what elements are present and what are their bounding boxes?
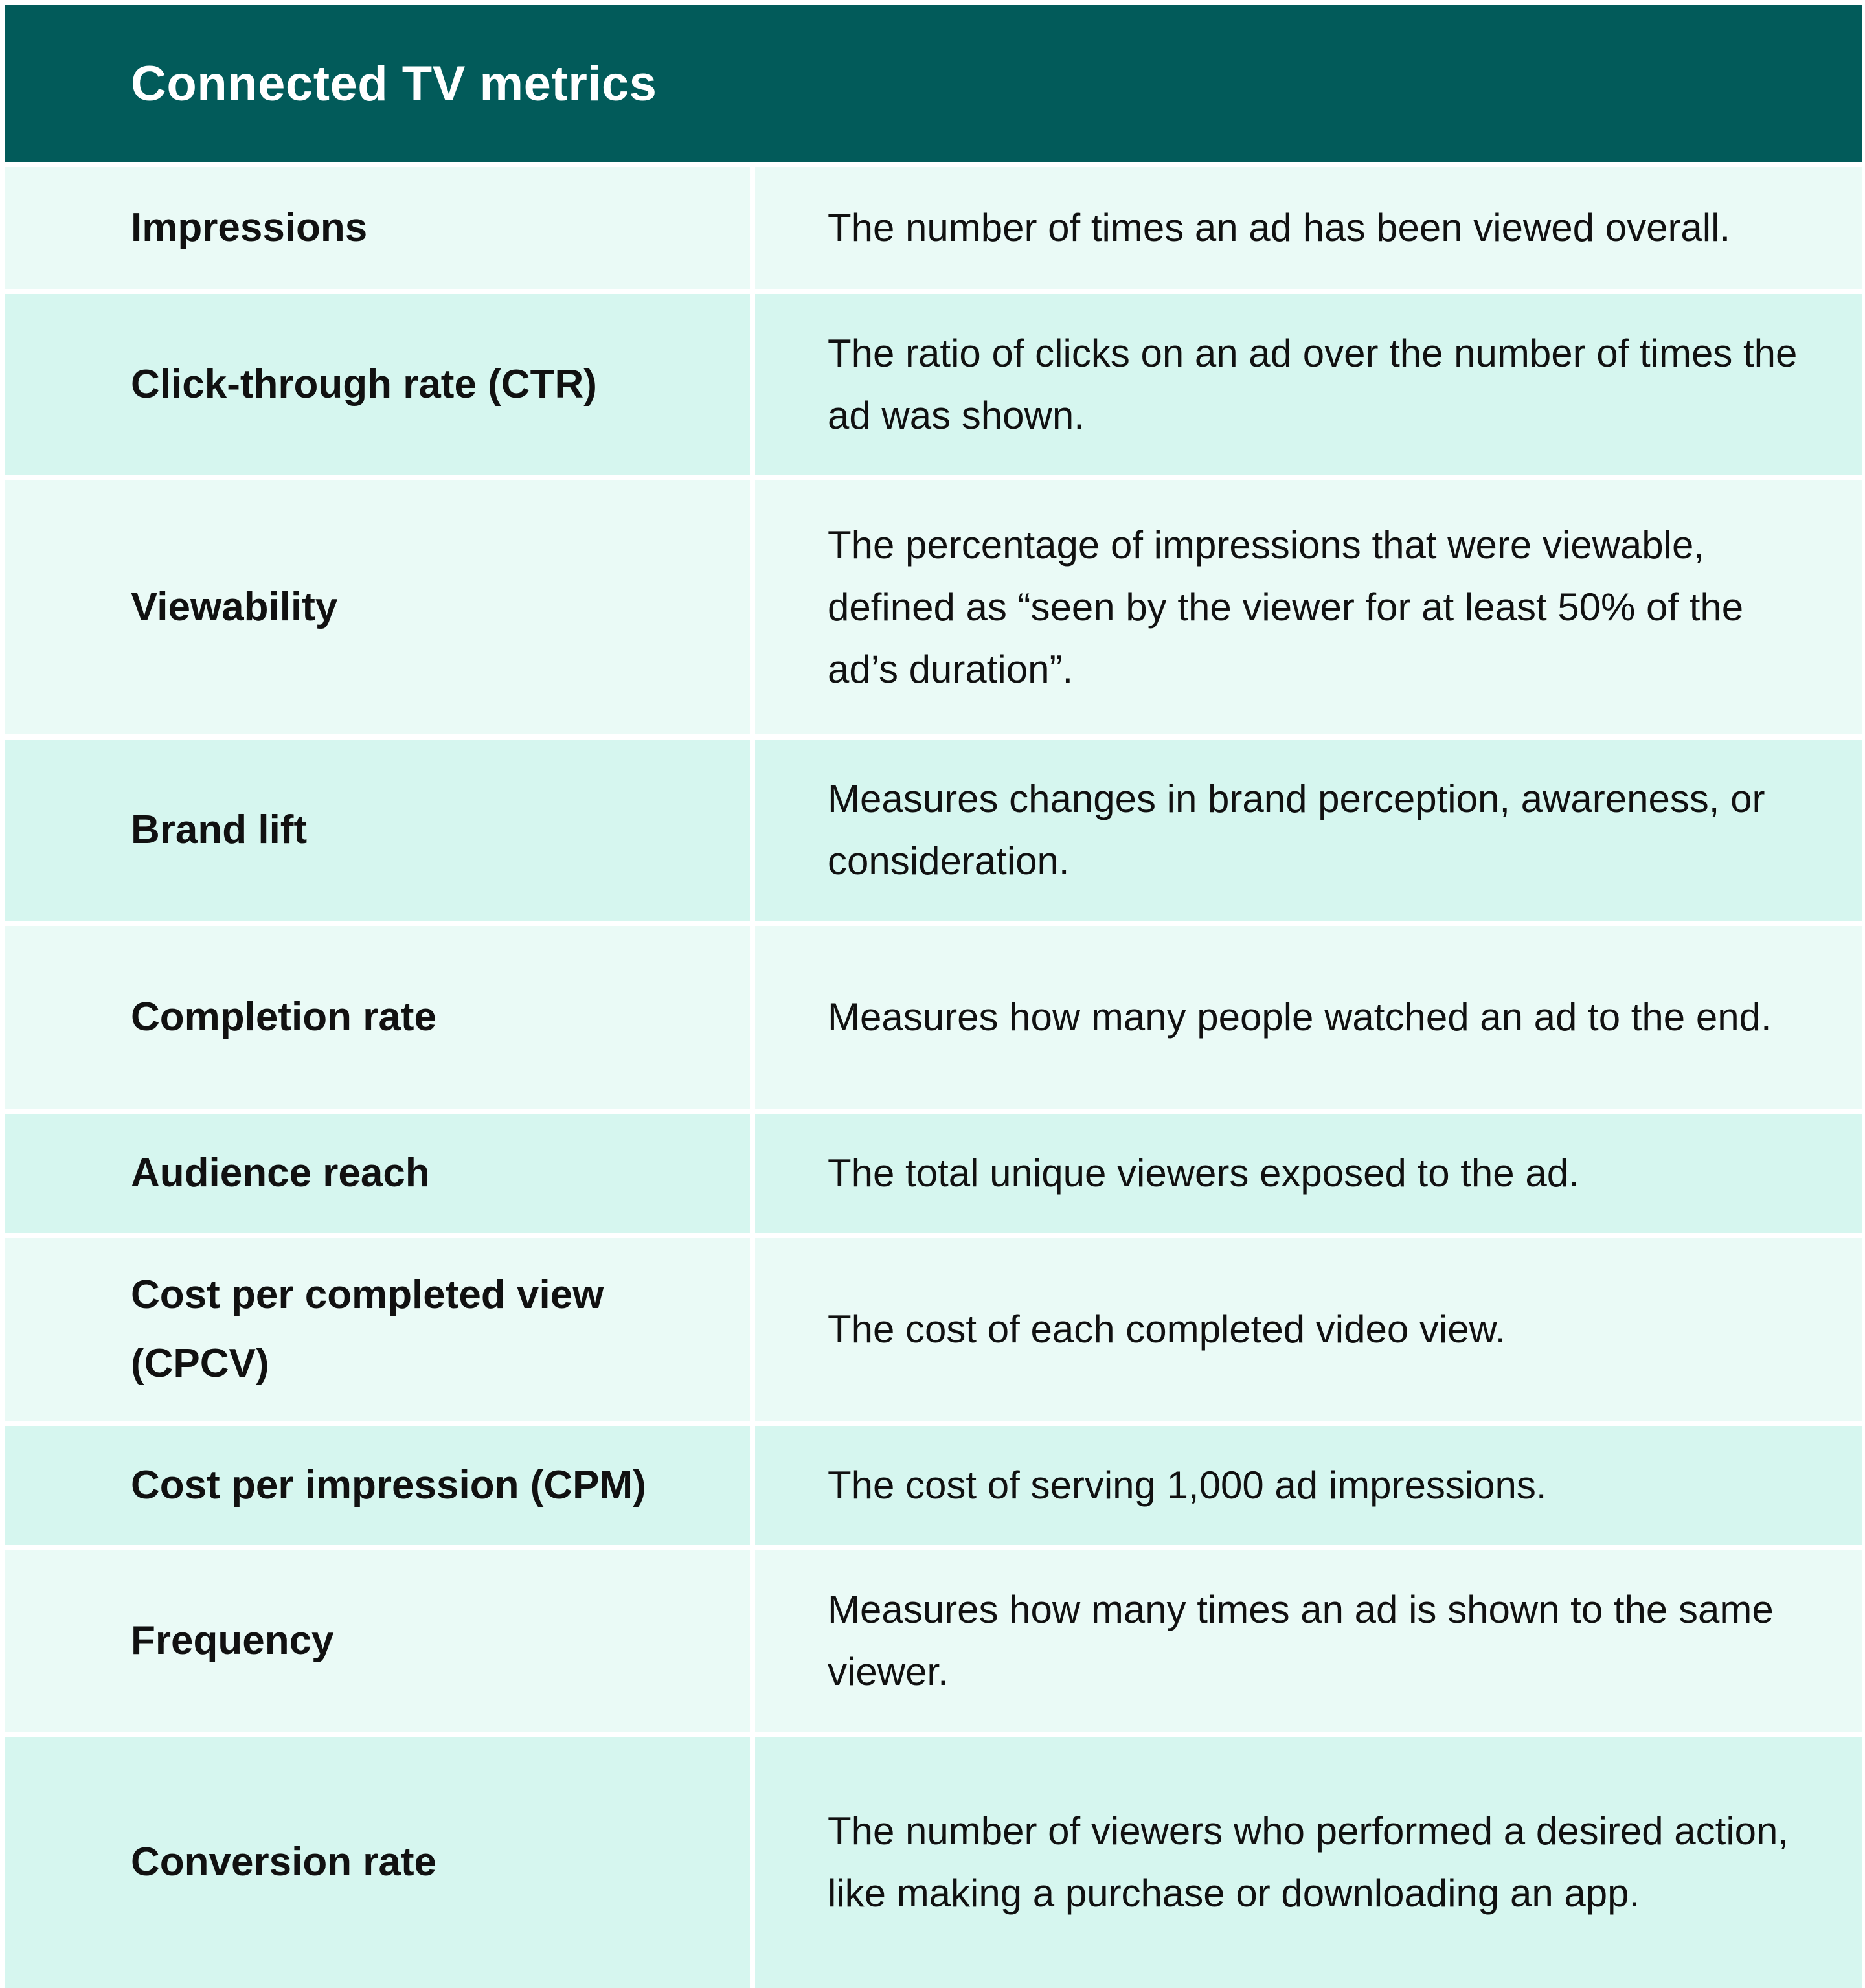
table-title: Connected TV metrics (131, 56, 657, 111)
metric-definition: Measures how many people watched an ad to the end. (828, 995, 1772, 1039)
metrics-table (5, 5, 1862, 1988)
term-cell (5, 1550, 750, 1732)
table-row (5, 1238, 1862, 1421)
metric-term: Brand lift (131, 808, 308, 852)
term-cell (5, 167, 750, 289)
metric-definition: The number of times an ad has been viewed overall. (828, 206, 1731, 249)
term-cell (5, 1426, 750, 1545)
term-cell (5, 1238, 750, 1421)
table-header (5, 5, 1862, 162)
definition-cell (755, 926, 1862, 1109)
table-row (5, 740, 1862, 921)
table-row (5, 926, 1862, 1109)
metric-term: Cost per impression (CPM) (131, 1463, 646, 1508)
metric-term: Click-through rate (CTR) (131, 362, 597, 407)
table-row (5, 1737, 1862, 1988)
term-cell (5, 740, 750, 921)
metric-definition: Measures how many times an ad is shown to the same viewer. (828, 1588, 1774, 1693)
metric-term: Cost per completed view (CPCV) (131, 1272, 604, 1386)
definition-cell (755, 1114, 1862, 1233)
metric-definition: The percentage of impressions that were viewable, defined as “seen by the viewer for at least 50% of the ad’s duration”. (828, 523, 1744, 691)
definition-cell (755, 1426, 1862, 1545)
definition-cell (755, 294, 1862, 475)
metric-definition: The cost of each completed video view. (828, 1307, 1506, 1351)
definition-cell (755, 480, 1862, 734)
term-cell (5, 926, 750, 1109)
term-cell (5, 480, 750, 734)
table-row (5, 1550, 1862, 1732)
table-row (5, 1426, 1862, 1545)
term-cell (5, 294, 750, 475)
term-cell (5, 1737, 750, 1988)
metric-definition: The total unique viewers exposed to the ad. (828, 1151, 1579, 1195)
metric-term: Conversion rate (131, 1840, 437, 1884)
table-row (5, 294, 1862, 475)
metric-term: Impressions (131, 205, 368, 250)
definition-cell (755, 1238, 1862, 1421)
metric-term: Frequency (131, 1618, 334, 1663)
metric-definition: The number of viewers who performed a desired action, like making a purchase or downloading an app. (828, 1809, 1789, 1915)
definition-cell (755, 740, 1862, 921)
metric-term: Viewability (131, 585, 338, 629)
metric-term: Completion rate (131, 995, 436, 1039)
metric-definition: The cost of serving 1,000 ad impressions. (828, 1463, 1547, 1507)
table-row (5, 167, 1862, 289)
table-row (5, 480, 1862, 734)
metric-term: Audience reach (131, 1151, 430, 1195)
definition-cell (755, 1550, 1862, 1732)
table-row (5, 1114, 1862, 1233)
term-cell (5, 1114, 750, 1233)
metric-definition: The ratio of clicks on an ad over the number of times the ad was shown. (828, 332, 1798, 437)
metric-definition: Measures changes in brand perception, awareness, or consideration. (828, 777, 1765, 883)
definition-cell (755, 1737, 1862, 1988)
definition-cell (755, 167, 1862, 289)
